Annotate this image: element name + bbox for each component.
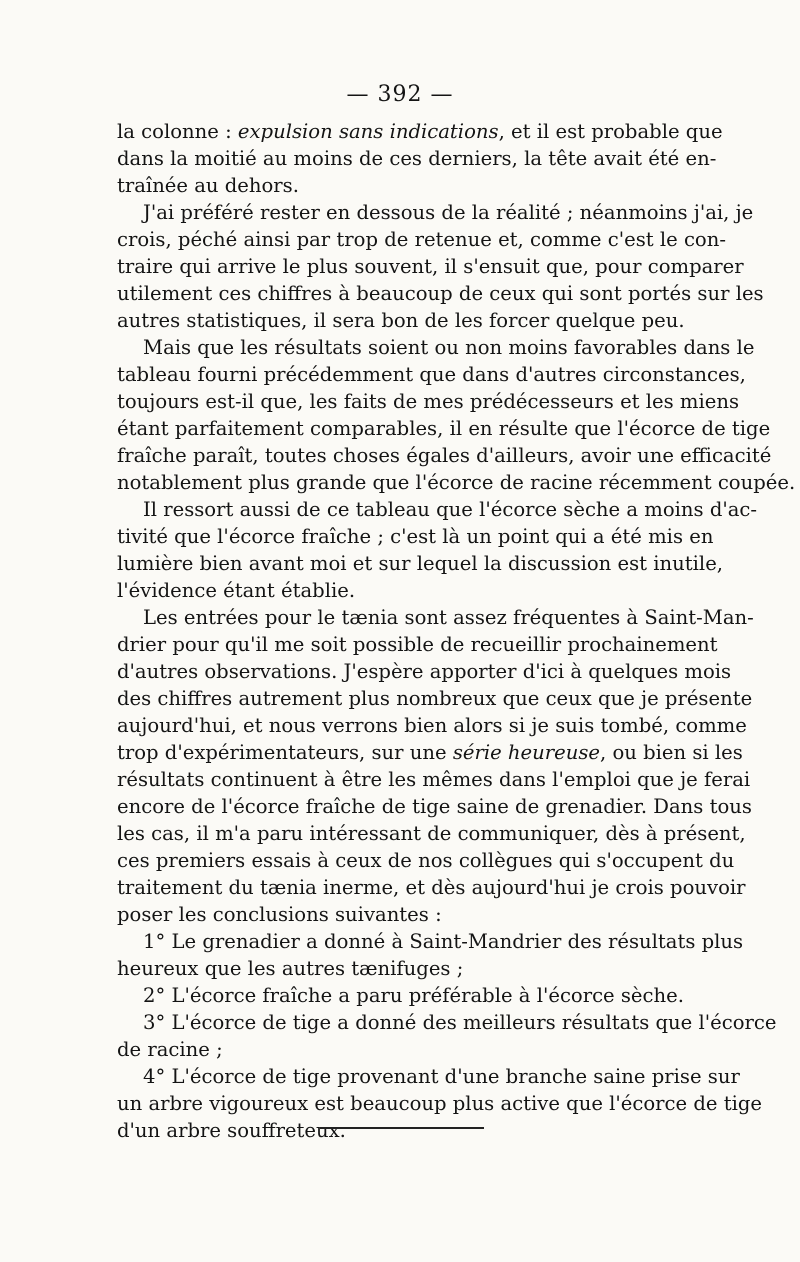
text-line: d'autres observations. J'espère apporter d'ici à quelques mois: [117, 660, 732, 683]
text-segment: trop d'expérimentateurs, sur une: [117, 741, 453, 764]
text-line: Il ressort aussi de ce tableau que l'écorce sèche a moins d'ac-: [143, 498, 758, 521]
text-line: 2° L'écorce fraîche a paru préférable à l'écorce sèche.: [143, 984, 684, 1007]
text-segment: , ou bien si les: [600, 741, 743, 764]
text-line: drier pour qu'il me soit possible de recueillir prochainement: [117, 633, 718, 656]
text-line: tivité que l'écorce fraîche ; c'est là un point qui a été mis en: [117, 525, 714, 548]
text-line: crois, péché ainsi par trop de retenue et, comme c'est le con-: [117, 228, 726, 251]
text-line: de racine ;: [117, 1038, 223, 1061]
text-line: lumière bien avant moi et sur lequel la discussion est inutile,: [117, 552, 724, 575]
text-line: heureux que les autres tænifuges ;: [117, 957, 464, 980]
text-segment: la colonne :: [117, 120, 238, 143]
text-line: 1° Le grenadier a donné à Saint-Mandrier des résultats plus: [143, 930, 744, 953]
text-segment: , et il est probable que: [498, 120, 723, 143]
text-line: J'ai préféré rester en dessous de la réalité ; néanmoins j'ai, je: [143, 201, 754, 224]
paragraph: [117, 604, 754, 928]
text-line: [117, 118, 723, 145]
text-line: fraîche paraît, toutes choses égales d'ailleurs, avoir une efficacité: [117, 444, 772, 467]
text-line: traire qui arrive le plus souvent, il s'ensuit que, pour comparer: [117, 255, 744, 278]
text-line: un arbre vigoureux est beaucoup plus active que l'écorce de tige: [117, 1092, 762, 1115]
text-line: [117, 739, 743, 766]
text-line: des chiffres autrement plus nombreux que ceux que je présente: [117, 687, 753, 710]
text-line: ces premiers essais à ceux de nos collègues qui s'occupent du: [117, 849, 735, 872]
text-line: notablement plus grande que l'écorce de racine récemment coupée.: [117, 471, 796, 494]
paragraph: [117, 1009, 777, 1063]
paragraph: [117, 982, 684, 1009]
text-line: utilement ces chiffres à beaucoup de ceux qui sont portés sur les: [117, 282, 764, 305]
paragraph: [117, 334, 796, 496]
text-line: 4° L'écorce de tige provenant d'une branche saine prise sur: [143, 1065, 740, 1088]
text-line: Les entrées pour le tænia sont assez fréquentes à Saint-Man-: [143, 606, 754, 629]
text-line: résultats continuent à être les mêmes dans l'emploi que je ferai: [117, 768, 751, 791]
text-line: d'un arbre souffreteux.: [117, 1119, 346, 1142]
text-line: toujours est-il que, les faits de mes prédécesseurs et les miens: [117, 390, 740, 413]
text-line: traînée au dehors.: [117, 174, 299, 197]
text-line: encore de l'écorce fraîche de tige saine de grenadier. Dans tous: [117, 795, 752, 818]
paragraph: [117, 1063, 762, 1144]
italic-phrase: série heureuse: [452, 741, 600, 764]
text-line: Mais que les résultats soient ou non moins favorables dans le: [143, 336, 755, 359]
text-line: les cas, il m'a paru intéressant de communiquer, dès à présent,: [117, 822, 746, 845]
closing-rule: [320, 1127, 484, 1129]
italic-phrase: expulsion sans indications: [237, 120, 499, 143]
paragraph: [117, 928, 744, 982]
text-line: 3° L'écorce de tige a donné des meilleurs résultats que l'écorce: [143, 1011, 777, 1034]
paragraph: [117, 496, 758, 604]
text-line: étant parfaitement comparables, il en résulte que l'écorce de tige: [117, 417, 771, 440]
text-line: l'évidence étant établie.: [117, 579, 356, 602]
text-line: dans la moitié au moins de ces derniers, la tête avait été en-: [117, 147, 717, 170]
body-text: [117, 118, 796, 1144]
text-line: tableau fourni précédemment que dans d'autres circonstances,: [117, 363, 746, 386]
paragraph: [117, 199, 764, 334]
text-line: autres statistiques, il sera bon de les forcer quelque peu.: [117, 309, 685, 332]
paragraph: [117, 118, 723, 199]
text-line: traitement du tænia inerme, et dès aujourd'hui je crois pouvoir: [117, 876, 746, 899]
text-line: poser les conclusions suivantes :: [117, 903, 442, 926]
text-line: aujourd'hui, et nous verrons bien alors si je suis tombé, comme: [117, 714, 747, 737]
page-number: — 392 —: [346, 82, 454, 107]
